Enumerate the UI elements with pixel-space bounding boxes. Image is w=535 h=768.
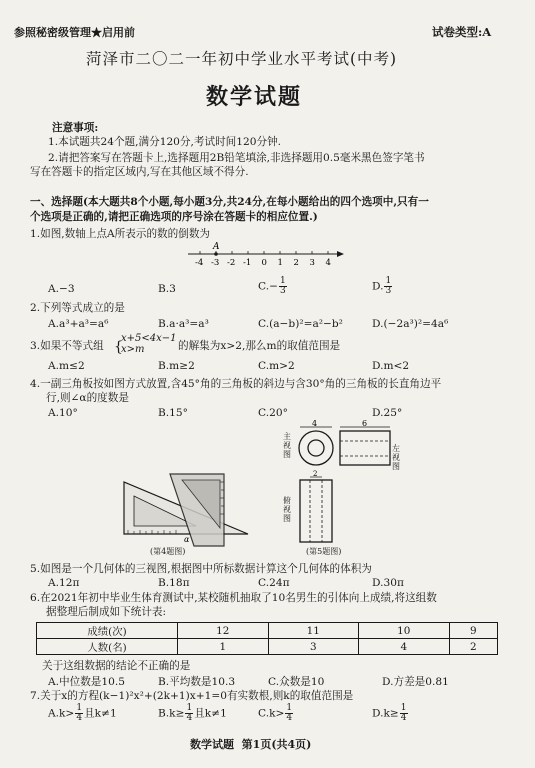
q1-point-a xyxy=(214,252,218,256)
q7-option-b xyxy=(158,704,227,723)
q1-option-d xyxy=(372,277,393,296)
q6-option-a: A.中位数是10.5 xyxy=(48,676,125,688)
q1-option-a: A.−3 xyxy=(48,283,75,295)
section1-line-1: 一、选择题(本大题共8个小题,每小题3分,共24分,在每小题给出的四个选项中,只有一 xyxy=(30,196,429,208)
q3-stem-prefix: 3.如果不等式组 xyxy=(30,340,104,352)
q6-row1-head: 成绩(次) xyxy=(37,623,178,639)
q5-figure xyxy=(280,420,420,550)
table-cell: 1 xyxy=(178,639,269,655)
q5-stem: 5.如图是一个几何体的三视图,根据图中所标数据计算这个几何体的体积为 xyxy=(30,563,372,575)
q4-alpha-label: α xyxy=(184,535,190,544)
q4-option-d: D.25° xyxy=(372,407,403,419)
table-cell: 10 xyxy=(359,623,450,639)
q6-line-1: 6.在2021年初中毕业生体育测试中,某校随机抽取了10名男生的引体向上成绩,将这组数 xyxy=(30,592,437,604)
fig5-top-label: 俯视图 xyxy=(283,496,291,523)
q6-conclusion: 关于这组数据的结论不正确的是 xyxy=(42,660,191,672)
section1-line-2: 个选项是正确的,请把正确选项的序号涂在答题卡的相应位置.) xyxy=(30,211,318,223)
q4-line-2: 行,则∠α的度数是 xyxy=(46,392,129,404)
fig5-dim-right: 6 xyxy=(362,420,368,428)
q4-figure xyxy=(120,470,270,552)
q5-option-d: D.30π xyxy=(372,577,404,589)
q3-system xyxy=(121,333,177,355)
fig5-left-view xyxy=(340,431,390,465)
table-cell: 11 xyxy=(268,623,359,639)
q4-figure-caption: (第4题图) xyxy=(150,547,186,556)
q1-tick-label: 4 xyxy=(325,258,331,268)
q2-option-c: C.(a−b)²=a²−b² xyxy=(258,318,343,330)
table-row xyxy=(37,623,498,639)
fig5-top-view xyxy=(300,480,332,542)
q2-stem: 2.下列等式成立的是 xyxy=(30,302,125,314)
q1-option-b: B.3 xyxy=(158,283,176,295)
q1-stem: 1.如图,数轴上点A所表示的数的倒数为 xyxy=(30,228,211,240)
q1-number-line xyxy=(186,240,346,274)
notes-line-2a: 2.请把答案写在答题卡上,选择题用2B铅笔填涂,非选择题用0.5毫米黑色签字笔书 xyxy=(48,152,425,164)
notes-line-1: 1.本试题共24个题,满分120分,考试时间120分钟. xyxy=(48,136,282,148)
q1-tick-label: -2 xyxy=(227,258,236,268)
table-cell: 9 xyxy=(449,623,498,639)
q1-point-label: A xyxy=(213,242,220,252)
fig5-front-inner xyxy=(308,440,324,456)
q1-option-c-prefix: C.− xyxy=(258,280,278,293)
q7-option-c xyxy=(258,704,294,723)
q3-option-b: B.m≥2 xyxy=(158,360,195,372)
q3-stem-suffix: 的解集为x>2,那么m的取值范围是 xyxy=(178,340,341,352)
table-cell: 3 xyxy=(268,639,359,655)
notes-heading: 注意事项: xyxy=(52,122,99,134)
q1-option-d-frac: $\frac{1}{3}$ xyxy=(385,276,392,296)
q4-option-b: B.15° xyxy=(158,407,188,419)
q7-option-b-prefix: B.k≥ xyxy=(158,707,185,720)
q3-brace: { xyxy=(114,339,123,355)
subject-title: 数学试题 xyxy=(206,84,303,110)
page-footer: 数学试题 第1页(共4页) xyxy=(190,738,312,751)
q1-tick-label: 1 xyxy=(277,258,283,268)
q1-tick-label: -4 xyxy=(195,258,204,268)
q2-option-a: A.a³+a³=a⁶ xyxy=(48,318,109,330)
q3-system-eq2: x>m xyxy=(121,344,145,355)
q7-option-b-frac: $\frac{1}{4}$ xyxy=(186,703,193,723)
q6-option-c: C.众数是10 xyxy=(268,676,325,688)
fig5-front-outer xyxy=(299,431,333,465)
q7-option-c-frac: $\frac{1}{4}$ xyxy=(286,703,293,723)
q4-line-1: 4.一副三角板按如图方式放置,含45°角的三角板的斜边与含30°角的三角板的长直角边平 xyxy=(30,378,442,390)
q7-option-a-prefix: A.k> xyxy=(48,707,75,720)
q1-tick-label: -1 xyxy=(243,258,252,268)
q6-option-d: D.方差是0.81 xyxy=(382,676,449,688)
q2-option-b: B.a·a³=a³ xyxy=(158,318,209,330)
exam-title: 菏泽市二〇二一年初中学业水平考试(中考) xyxy=(86,50,398,68)
q7-option-a-frac: $\frac{1}{4}$ xyxy=(76,703,83,723)
q5-option-a: A.12π xyxy=(48,577,80,589)
q1-tick-label: 0 xyxy=(261,258,267,268)
q7-stem: 7.关于x的方程(k−1)²x²+(2k+1)x+1=0有实数根,则k的取值范围是 xyxy=(30,690,354,702)
q1-option-c-frac: $\frac{1}{3}$ xyxy=(279,276,286,296)
q4-option-c: C.20° xyxy=(258,407,288,419)
q3-system-eq1: x+5<4x−1 xyxy=(121,333,177,344)
q7-option-a xyxy=(48,704,117,723)
q5-option-b: B.18π xyxy=(158,577,190,589)
fig5-dim-mid: 2 xyxy=(313,470,318,478)
q6-option-b: B.平均数是10.3 xyxy=(158,676,236,688)
q7-option-a-suffix: 且k≠1 xyxy=(84,707,117,720)
table-row xyxy=(37,639,498,655)
q3-option-a: A.m≤2 xyxy=(48,360,85,372)
q1-option-c xyxy=(258,277,288,296)
q7-option-d-prefix: D.k≥ xyxy=(372,707,399,720)
q6-stats-table xyxy=(36,622,498,655)
q6-line-2: 据整理后制成如下统计表: xyxy=(46,606,167,618)
q2-option-d: D.(−2a³)²=4a⁶ xyxy=(372,318,449,330)
confidential-label: 参照秘密级管理★启用前 xyxy=(14,26,135,39)
q7-option-d xyxy=(372,704,409,723)
q1-tick-label: -3 xyxy=(211,258,220,268)
fig5-caption: (第5题图) xyxy=(306,547,342,556)
fig5-dim-top: 4 xyxy=(312,420,318,428)
q1-tick-label: 3 xyxy=(309,258,315,268)
q3-option-d: D.m<2 xyxy=(372,360,410,372)
q5-option-c: C.24π xyxy=(258,577,290,589)
table-cell: 2 xyxy=(449,639,498,655)
q7-option-d-frac: $\frac{1}{4}$ xyxy=(400,703,407,723)
notes-line-2b: 写在答题卡的指定区域内,写在其他区域不得分. xyxy=(30,166,249,178)
q7-option-c-prefix: C.k> xyxy=(258,707,285,720)
paper-type-label: 试卷类型:A xyxy=(432,25,492,39)
q1-tick-label: 2 xyxy=(293,258,299,268)
fig5-left-label: 左视图 xyxy=(392,444,400,471)
table-cell: 12 xyxy=(178,623,269,639)
q3-option-c: C.m>2 xyxy=(258,360,295,372)
q4-option-a: A.10° xyxy=(48,407,78,419)
table-cell: 4 xyxy=(359,639,450,655)
q1-option-d-prefix: D. xyxy=(372,280,384,293)
q7-option-b-suffix: 且k≠1 xyxy=(194,707,227,720)
fig5-front-label: 主视图 xyxy=(283,432,291,459)
q6-row2-head: 人数(名) xyxy=(37,639,178,655)
